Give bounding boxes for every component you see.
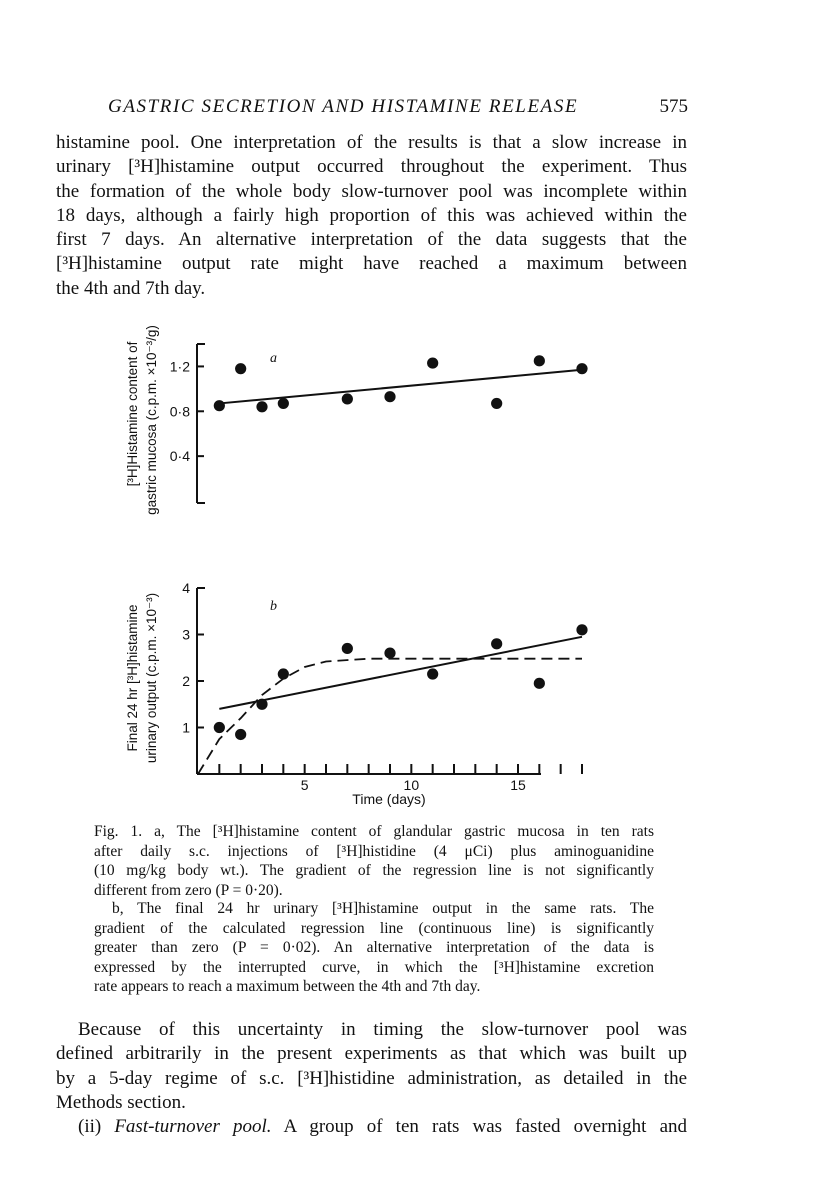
- data-point: [427, 357, 438, 368]
- caption-line: greater than zero (P = 0·02). An alternative interpretation of the data is: [94, 939, 654, 957]
- text-line: Methods section.: [56, 1091, 186, 1113]
- body-paragraph-1: [56, 131, 687, 301]
- figure-caption-b: [94, 899, 654, 997]
- data-point: [491, 638, 502, 649]
- data-point: [384, 648, 395, 659]
- caption-line: expressed by the interrupted curve, in which the [³H]histamine excretion: [94, 958, 654, 976]
- x-tick-label: 10: [403, 777, 420, 793]
- text-line: 18 days, although a fairly high proportion of this was achieved within the: [56, 204, 687, 226]
- body-paragraph-3: [56, 1115, 687, 1139]
- regression-line: [219, 637, 582, 709]
- y-axis-label-b-line2: urinary output (c.p.m. ×10⁻³): [144, 592, 159, 764]
- chart-panel-a: [125, 325, 588, 515]
- data-point: [235, 729, 246, 740]
- page-number: 575: [659, 96, 688, 117]
- data-point: [384, 391, 395, 402]
- caption-line: after daily s.c. injections of [³H]histidine (4 μCi) plus aminoguanidine: [94, 842, 654, 860]
- data-point: [576, 624, 587, 635]
- data-point: [427, 668, 438, 679]
- y-tick-label: 3: [182, 626, 190, 643]
- data-point: [256, 699, 267, 710]
- caption-line: b, The final 24 hr urinary [³H]histamine output in the same rats. The: [112, 900, 654, 917]
- section-number: (ii): [78, 1116, 115, 1137]
- y-axis-label-b-line1: Final 24 hr [³H]histamine: [125, 604, 140, 752]
- text-line: defined arbitrarily in the present experiments as that which was built up: [56, 1043, 687, 1065]
- data-point: [491, 398, 502, 409]
- x-axis-label: Time (days): [352, 791, 426, 807]
- data-point: [534, 355, 545, 366]
- text-line: [³H]histamine output rate might have reached a maximum between: [56, 253, 687, 275]
- section-heading: Fast-turnover pool.: [114, 1116, 272, 1137]
- y-tick-label: 0·8: [169, 403, 190, 420]
- text-line: Because of this uncertainty in timing the slow-turnover pool was: [78, 1019, 687, 1040]
- caption-line: Fig. 1. a, The [³H]histamine content of glandular gastric mucosa in ten rats: [94, 823, 654, 840]
- y-axis-label-a-line1: [³H]Histamine content of: [125, 341, 140, 487]
- data-point: [235, 363, 246, 374]
- y-axis-label-a-line2: gastric mucosa (c.p.m. ×10⁻³/g): [144, 325, 159, 515]
- text-line: the 4th and 7th day.: [56, 277, 206, 299]
- text-line: first 7 days. An alternative interpretation of the data suggests that the: [56, 229, 687, 251]
- text-line: by a 5-day regime of s.c. [³H]histidine administration, as detailed in the: [56, 1067, 687, 1089]
- text-line: [56, 1115, 687, 1139]
- regression-line: [219, 370, 582, 404]
- section-text: A group of ten rats was fasted overnight and: [271, 1116, 687, 1137]
- caption-line: rate appears to reach a maximum between the 4th and 7th day.: [94, 978, 481, 996]
- text-line: histamine pool. One interpretation of the results is that a slow increase in: [56, 132, 687, 153]
- figure-1: [0, 300, 816, 820]
- y-tick-label: 1·2: [169, 358, 190, 375]
- data-point: [342, 393, 353, 404]
- text-line: the formation of the whole body slow-turnover pool was incomplete within: [56, 180, 687, 202]
- y-tick-label: 0·4: [169, 448, 190, 465]
- caption-line: (10 mg/kg body wt.). The gradient of the regression line is not significantly: [94, 862, 654, 880]
- x-tick-label: 5: [300, 777, 309, 793]
- caption-line: gradient of the calculated regression line (continuous line) is significantly: [94, 919, 654, 937]
- figure-caption-a: [94, 822, 654, 900]
- text-line: urinary [³H]histamine output occurred throughout the experiment. Thus: [56, 156, 687, 178]
- data-point: [214, 722, 225, 733]
- panel-label-a: a: [270, 351, 277, 366]
- data-point: [214, 400, 225, 411]
- data-point: [278, 668, 289, 679]
- page-header: [108, 96, 688, 126]
- running-title: GASTRIC SECRETION AND HISTAMINE RELEASE: [108, 96, 579, 117]
- caption-line: different from zero (P = 0·20).: [94, 881, 283, 899]
- data-point: [576, 363, 587, 374]
- data-point: [342, 643, 353, 654]
- y-tick-label: 4: [182, 580, 190, 596]
- panel-label-b: b: [270, 599, 277, 614]
- x-tick-label: 15: [510, 777, 526, 793]
- chart-panel-b: [125, 580, 588, 807]
- data-point: [534, 678, 545, 689]
- data-point: [278, 398, 289, 409]
- y-tick-label: 1: [182, 719, 190, 736]
- data-point: [256, 401, 267, 412]
- y-tick-label: 2: [182, 673, 190, 689]
- body-paragraph-2: [56, 1018, 687, 1115]
